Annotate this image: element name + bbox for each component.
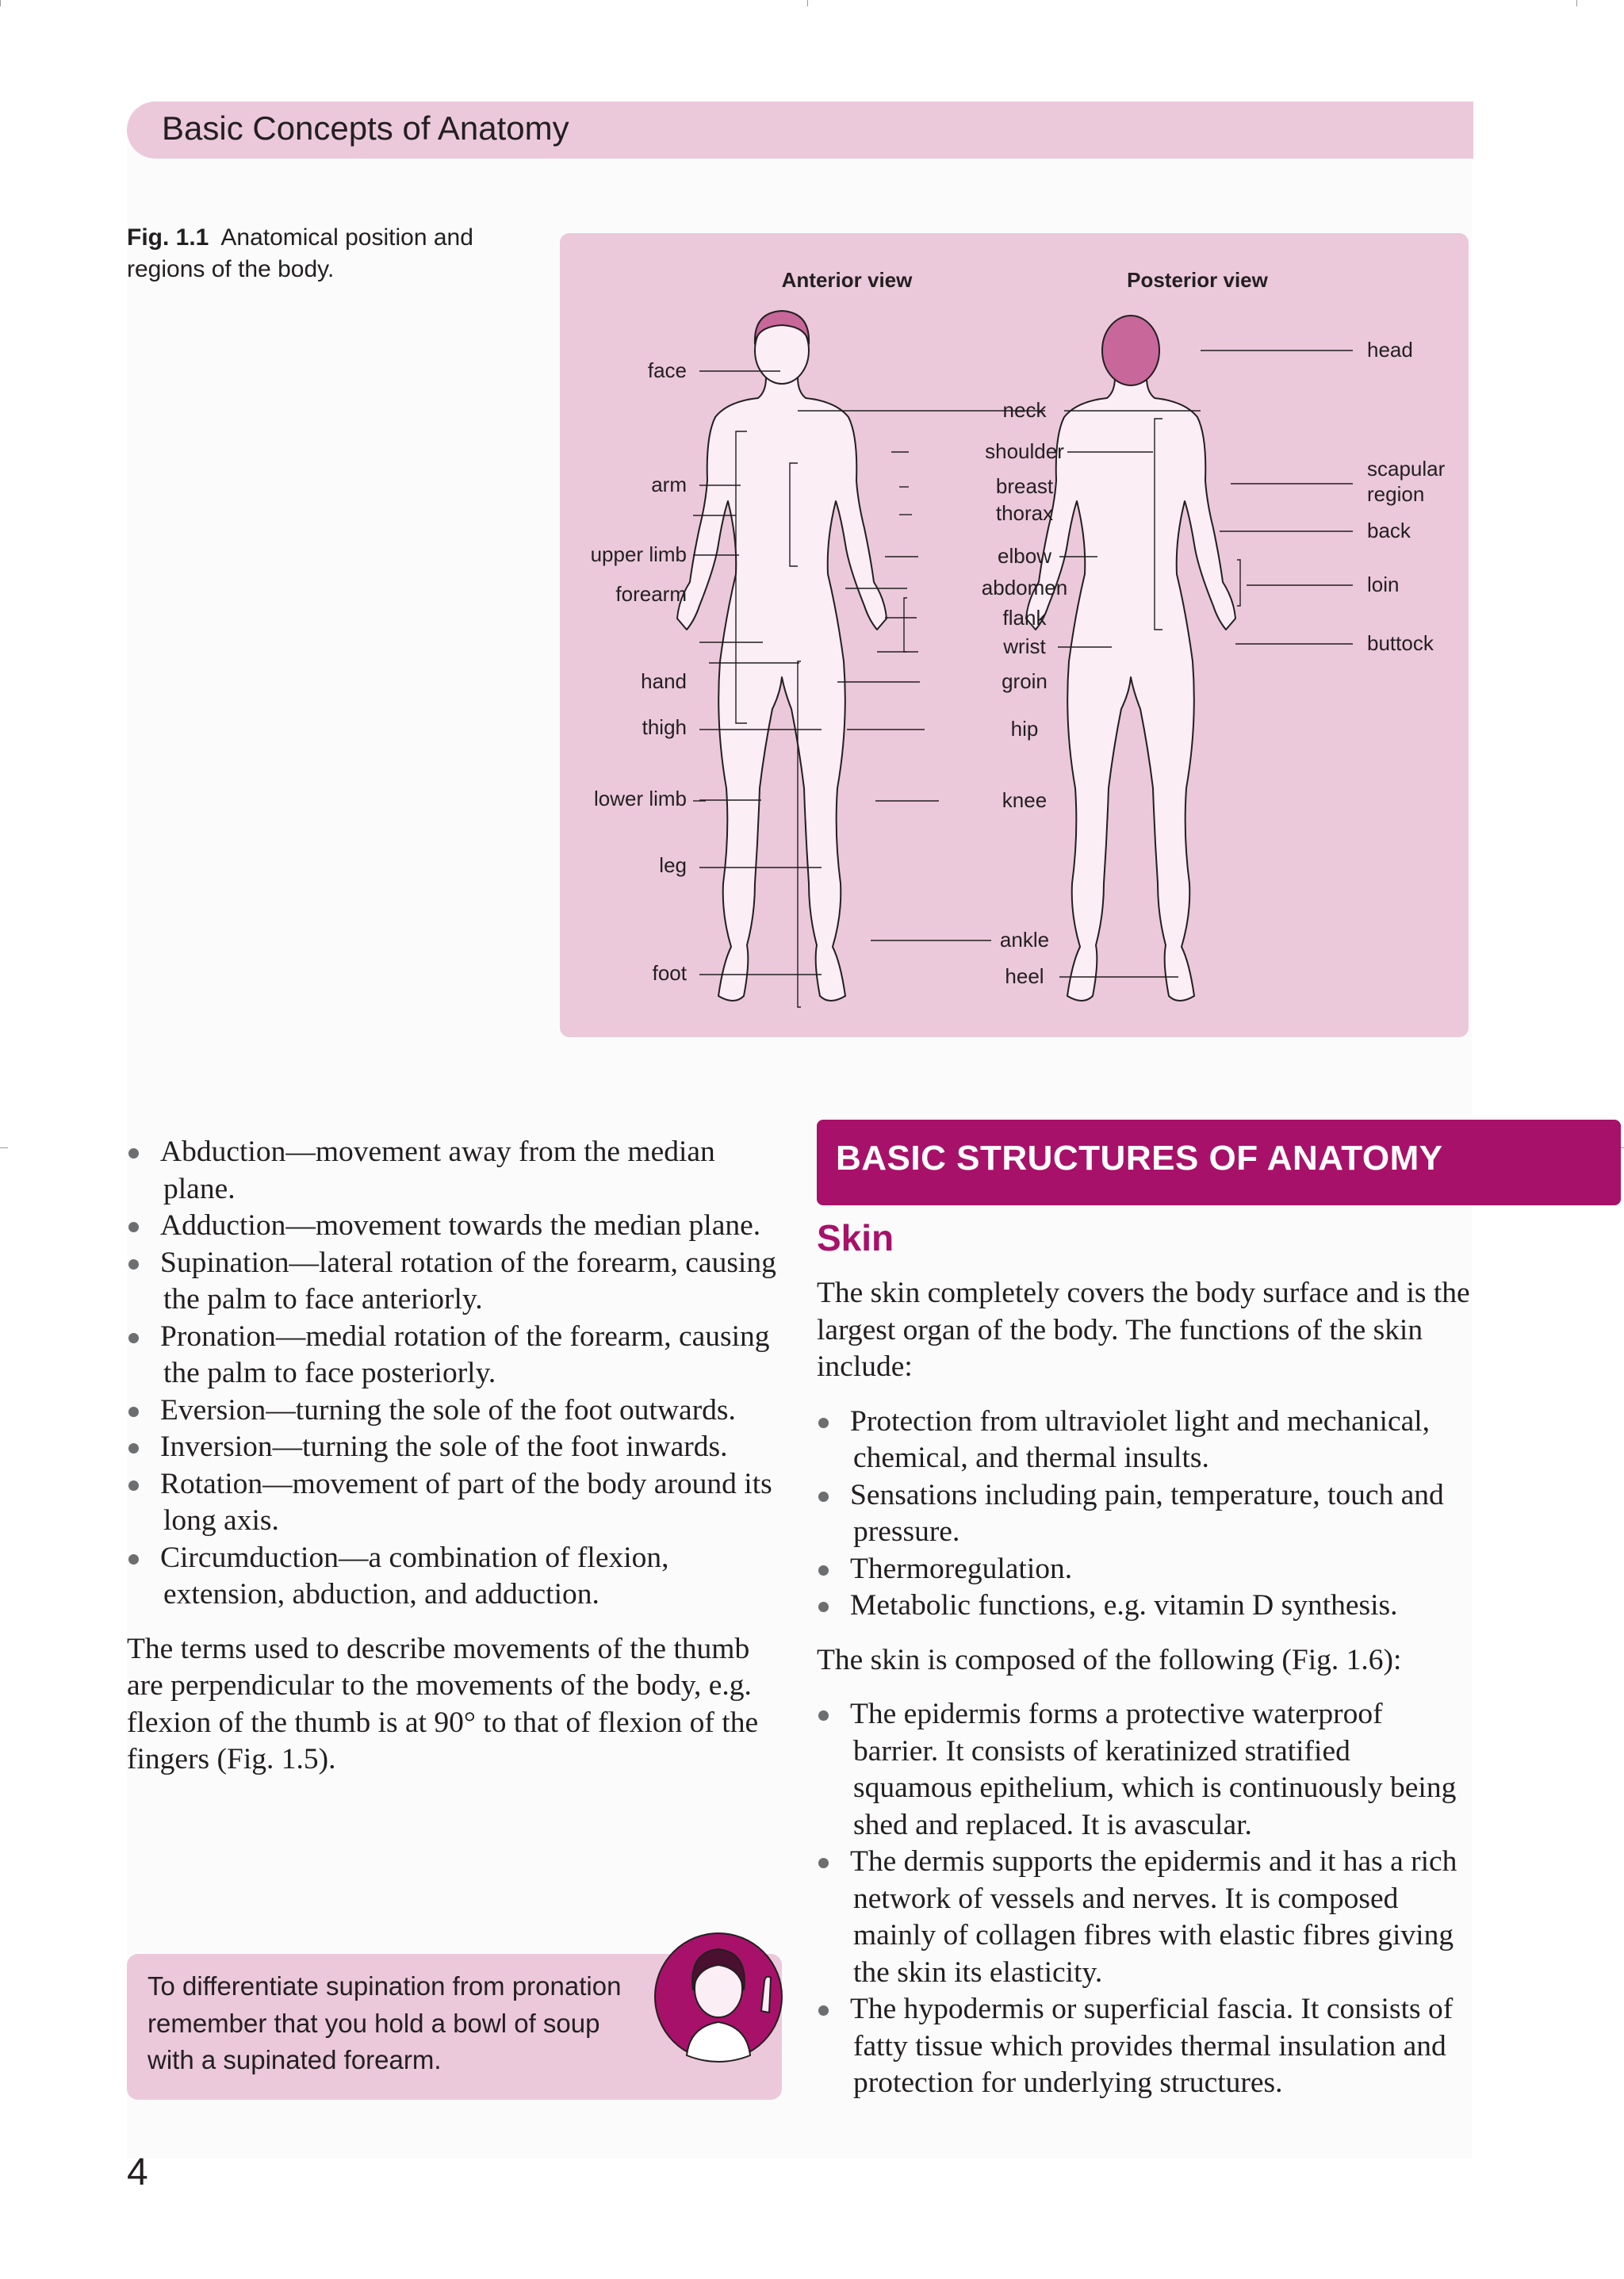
label-hand: hand bbox=[641, 669, 687, 693]
list-item: Adduction—movement towards the median plane. bbox=[127, 1208, 790, 1245]
anatomy-diagram bbox=[560, 233, 1469, 1037]
skin-functions-list bbox=[817, 1404, 1475, 1625]
section-banner-title: BASIC STRUCTURES OF ANATOMY bbox=[836, 1139, 1443, 1178]
left-column bbox=[127, 1134, 790, 1779]
label-thorax: thorax bbox=[995, 501, 1054, 525]
list-item: The hypodermis or superficial fascia. It consists of fatty tissue which provides thermal insulation and protection for underlying structures. bbox=[817, 1991, 1475, 2102]
crop-mark bbox=[807, 0, 808, 6]
list-item: Metabolic functions, e.g. vitamin D synthesis. bbox=[817, 1588, 1475, 1625]
label-scapular: scapular bbox=[1367, 457, 1446, 481]
crop-mark bbox=[1576, 0, 1577, 6]
right-column bbox=[817, 1275, 1475, 2102]
figure-caption-text: Anatomical position and regions of the body. bbox=[127, 224, 473, 282]
list-item: Protection from ultraviolet light and mechanical, chemical, and thermal insults. bbox=[817, 1404, 1475, 1477]
list-item: Inversion—turning the sole of the foot inwards. bbox=[127, 1429, 790, 1466]
anterior-view-title: Anterior view bbox=[781, 268, 913, 292]
page-number: 4 bbox=[127, 2151, 148, 2193]
label-flank: flank bbox=[1002, 606, 1047, 630]
thumb-paragraph: The terms used to describe movements of the thumb are perpendicular to the movements of the body, e.g. flexion of the thumb is at 90° to that of flexion of the fingers (Fig. 1.5). bbox=[127, 1632, 759, 1775]
label-thigh: thigh bbox=[642, 715, 687, 739]
movement-list bbox=[127, 1134, 790, 1614]
running-header bbox=[127, 102, 1473, 159]
list-item: Pronation—medial rotation of the forearm, causing the palm to face posteriorly. bbox=[127, 1319, 790, 1392]
label-leg: leg bbox=[659, 853, 687, 877]
skin-intro: The skin completely covers the body surface and is the largest organ of the body. The functions of the skin include: bbox=[817, 1277, 1470, 1383]
label-face: face bbox=[647, 358, 687, 382]
anterior-body-figure bbox=[677, 301, 887, 1001]
list-item: Circumduction—a combination of flexion, extension, abduction, and adduction. bbox=[127, 1540, 790, 1614]
label-arm: arm bbox=[651, 473, 687, 496]
posterior-right-labels bbox=[1367, 338, 1446, 655]
section-banner bbox=[817, 1120, 1621, 1205]
list-item: Sensations including pain, temperature, touch and pressure. bbox=[817, 1477, 1475, 1551]
figure-caption bbox=[127, 222, 500, 285]
label-heel: heel bbox=[1005, 964, 1044, 988]
center-labels bbox=[982, 398, 1067, 988]
label-ankle: ankle bbox=[999, 928, 1050, 952]
label-foot: foot bbox=[652, 961, 687, 985]
label-abdomen: abdomen bbox=[981, 576, 1068, 599]
list-item: Eversion—turning the sole of the foot outwards. bbox=[127, 1392, 790, 1430]
label-lower-limb: lower limb bbox=[593, 787, 687, 810]
posterior-view-title: Posterior view bbox=[1127, 268, 1268, 292]
label-groin: groin bbox=[1002, 669, 1048, 693]
label-forearm: forearm bbox=[615, 582, 687, 606]
label-elbow: elbow bbox=[998, 544, 1051, 568]
list-item: The dermis supports the epidermis and it has a rich network of vessels and nerves. It is composed mainly of collagen fibres with elastic fibres giving the skin its elasticity. bbox=[817, 1844, 1475, 1991]
label-shoulder: shoulder bbox=[985, 439, 1064, 463]
list-item: Supination—lateral rotation of the forearm, causing the palm to face anteriorly. bbox=[127, 1245, 790, 1319]
label-loin: loin bbox=[1367, 573, 1400, 596]
list-item: Abduction—movement away from the median plane. bbox=[127, 1134, 790, 1208]
doctor-illustration-icon bbox=[650, 1908, 793, 2066]
anterior-left-labels bbox=[591, 358, 688, 985]
skin-layers-list bbox=[817, 1696, 1475, 2102]
list-item: The epidermis forms a protective waterproof barrier. It consists of keratinized stratified squamous epithelium, which is continuously being shed and replaced. It is avascular. bbox=[817, 1696, 1475, 1844]
label-region: region bbox=[1367, 482, 1425, 506]
label-hip: hip bbox=[1010, 717, 1039, 741]
label-upper-limb: upper limb bbox=[590, 542, 687, 566]
anatomy-figure bbox=[560, 233, 1469, 1037]
tip-text: To differentiate supination from pronation remember that you hold a bowl of soup with a supinated forearm. bbox=[147, 1971, 622, 2074]
section-subheading: Skin bbox=[817, 1217, 894, 1258]
label-back: back bbox=[1367, 519, 1411, 542]
label-knee: knee bbox=[1002, 788, 1048, 812]
list-item: Rotation—movement of part of the body around its long axis. bbox=[127, 1466, 790, 1540]
running-header-title: Basic Concepts of Anatomy bbox=[162, 109, 569, 147]
crop-mark bbox=[0, 0, 1, 6]
tip-avatar bbox=[650, 1908, 793, 2070]
label-buttock: buttock bbox=[1367, 631, 1434, 655]
crop-mark bbox=[0, 1147, 8, 1148]
label-breast: breast bbox=[995, 474, 1054, 498]
list-item: Thermoregulation. bbox=[817, 1551, 1475, 1588]
label-wrist: wrist bbox=[1003, 634, 1046, 658]
label-neck: neck bbox=[1002, 398, 1047, 422]
posterior-body-figure bbox=[1026, 316, 1235, 1001]
label-head: head bbox=[1367, 338, 1413, 362]
figure-number: Fig. 1.1 bbox=[127, 224, 209, 251]
composition-intro: The skin is composed of the following (Fig. 1.6): bbox=[817, 1643, 1402, 1676]
